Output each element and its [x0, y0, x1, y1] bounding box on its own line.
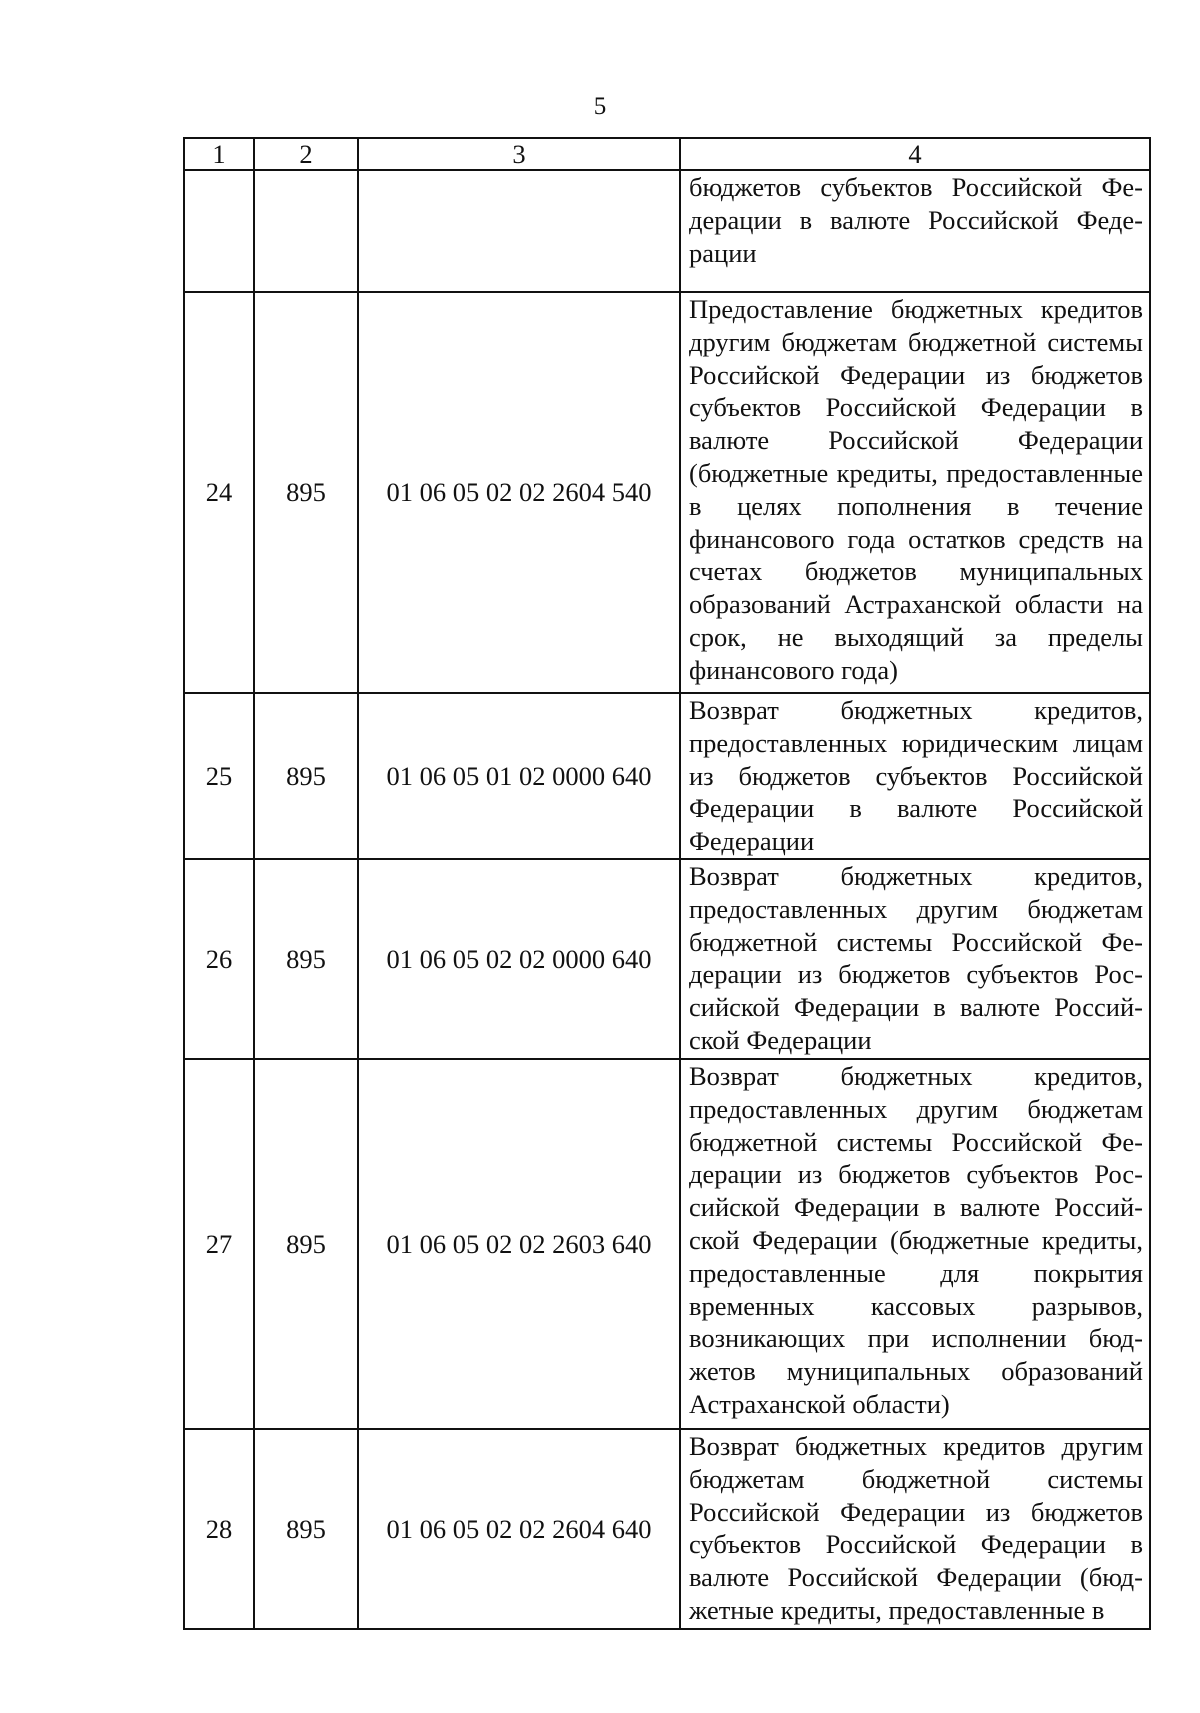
- budget-code: [358, 170, 680, 292]
- table-header-row: [184, 138, 1150, 170]
- header-col-4: 4: [680, 138, 1150, 170]
- table-row: [184, 170, 1150, 292]
- description: Возврат бюджетных кредитов, предоставленных другим бюджетам бюджетной системы Российской Федерации из бюджетов субъектов Российской Федерации в валюте Российской Федерации: [680, 859, 1150, 1059]
- table-row: [184, 859, 1150, 1059]
- row-number: 24: [184, 292, 254, 693]
- description: Возврат бюджетных кредитов, предоставленных юридическим лицам из бюджетов субъектов Российской Федерации в валюте Российской Федерации: [680, 693, 1150, 859]
- page-number: 5: [593, 93, 607, 120]
- budget-code: 01 06 05 02 02 0000 640: [358, 859, 680, 1059]
- budget-code: 01 06 05 02 02 2603 640: [358, 1059, 680, 1429]
- description: бюджетов субъектов Российской Федерации в валюте Российской Федерации: [680, 170, 1150, 292]
- header-col-2: 2: [254, 138, 358, 170]
- header-col-3: 3: [358, 138, 680, 170]
- table-row: [184, 292, 1150, 693]
- row-number: 26: [184, 859, 254, 1059]
- table-row: [184, 1429, 1150, 1629]
- row-number: [184, 170, 254, 292]
- admin-code: 895: [254, 693, 358, 859]
- description: Предоставление бюджетных кредитов другим бюджетам бюджетной системы Российской Федерации из бюджетов субъектов Российской Федерации в валюте Российской Федерации (бюджетные кредиты, предоставленные в целях пополнения в течение финансового года остатков средств на счетах бюджетов муниципальных образований Астраханской области на срок, не выходящий за пределы финансового года): [680, 292, 1150, 693]
- budget-code: 01 06 05 02 02 2604 640: [358, 1429, 680, 1629]
- table-row: [184, 1059, 1150, 1429]
- description: Возврат бюджетных кредитов, предоставленных другим бюджетам бюджетной системы Российской Федерации из бюджетов субъектов Российской Федерации в валюте Российской Федерации (бюджетные кредиты, предоставленные для покрытия временных кассовых разрывов, возникающих при исполнении бюджетов муниципальных образований Астраханской области): [680, 1059, 1150, 1429]
- row-number: 25: [184, 693, 254, 859]
- admin-code: 895: [254, 292, 358, 693]
- budget-code: 01 06 05 02 02 2604 540: [358, 292, 680, 693]
- admin-code: [254, 170, 358, 292]
- admin-code: 895: [254, 1429, 358, 1629]
- row-number: 28: [184, 1429, 254, 1629]
- row-number: 27: [184, 1059, 254, 1429]
- description: Возврат бюджетных кредитов другим бюджетам бюджетной системы Российской Федерации из бюджетов субъектов Российской Федерации в валюте Российской Федерации (бюджетные кредиты, предоставленные в: [680, 1429, 1150, 1629]
- budget-codes-table: [183, 137, 1151, 1630]
- budget-code: 01 06 05 01 02 0000 640: [358, 693, 680, 859]
- header-col-1: 1: [184, 138, 254, 170]
- admin-code: 895: [254, 1059, 358, 1429]
- table-row: [184, 693, 1150, 859]
- admin-code: 895: [254, 859, 358, 1059]
